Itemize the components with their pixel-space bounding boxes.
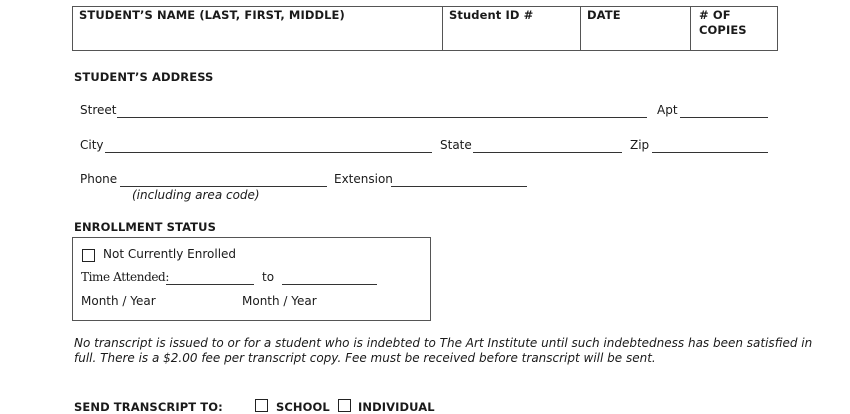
apt-label: Apt bbox=[657, 103, 678, 117]
phone-input[interactable] bbox=[120, 173, 327, 187]
student-name-header: STUDENT’S NAME (LAST, FIRST, MIDDLE) bbox=[79, 8, 345, 22]
school-checkbox[interactable] bbox=[255, 399, 268, 412]
school-label: SCHOOL bbox=[276, 400, 330, 414]
time-attended-label: Time Attended: bbox=[81, 270, 169, 284]
table-divider bbox=[442, 7, 443, 50]
copies-header-line1: # OF bbox=[699, 8, 731, 22]
phone-label: Phone bbox=[80, 172, 118, 186]
enrollment-heading: ENROLLMENT STATUS bbox=[74, 220, 216, 234]
time-attended-to-input[interactable] bbox=[282, 271, 377, 285]
state-label: State bbox=[440, 138, 472, 152]
date-header: DATE bbox=[587, 8, 621, 22]
city-label: City bbox=[80, 138, 104, 152]
extension-label: Extension bbox=[334, 172, 393, 186]
copies-field[interactable] bbox=[692, 39, 776, 49]
extension-input[interactable] bbox=[391, 173, 527, 187]
date-field[interactable] bbox=[582, 23, 688, 49]
not-enrolled-checkbox[interactable] bbox=[82, 249, 95, 262]
copies-header bbox=[699, 8, 747, 38]
student-id-field[interactable] bbox=[444, 23, 578, 49]
notice-line-1: No transcript is issued to or for a student who is indebted to The Art Institute until such indebtedness has been satisfied in bbox=[74, 336, 813, 350]
address-heading: STUDENT’S ADDRESS bbox=[74, 70, 214, 84]
individual-label: INDIVIDUAL bbox=[358, 400, 435, 414]
apt-input[interactable] bbox=[680, 104, 768, 118]
individual-checkbox[interactable] bbox=[338, 399, 351, 412]
enrollment-box bbox=[72, 237, 431, 321]
time-attended-from-input[interactable] bbox=[166, 271, 254, 285]
copies-header-line2: COPIES bbox=[699, 23, 747, 37]
to-label: to bbox=[262, 270, 275, 284]
table-divider bbox=[580, 7, 581, 50]
street-input[interactable] bbox=[117, 104, 647, 118]
zip-label: Zip bbox=[630, 138, 650, 152]
send-transcript-label: SEND TRANSCRIPT TO: bbox=[74, 400, 223, 414]
student-info-table bbox=[72, 6, 778, 51]
table-divider bbox=[690, 7, 691, 50]
month-year-label-1: Month / Year bbox=[81, 294, 156, 308]
phone-hint: (including area code) bbox=[132, 188, 260, 202]
not-enrolled-label: Not Currently Enrolled bbox=[103, 247, 237, 261]
indebtedness-notice bbox=[74, 336, 813, 366]
street-label: Street bbox=[80, 103, 117, 117]
month-year-label-2: Month / Year bbox=[242, 294, 317, 308]
student-id-header: Student ID # bbox=[449, 8, 534, 22]
zip-input[interactable] bbox=[652, 139, 768, 153]
state-input[interactable] bbox=[473, 139, 622, 153]
student-name-field[interactable] bbox=[74, 23, 440, 49]
city-input[interactable] bbox=[105, 139, 432, 153]
notice-line-2: full. There is a $2.00 fee per transcript copy. Fee must be received before transcript will be sent. bbox=[74, 351, 656, 365]
